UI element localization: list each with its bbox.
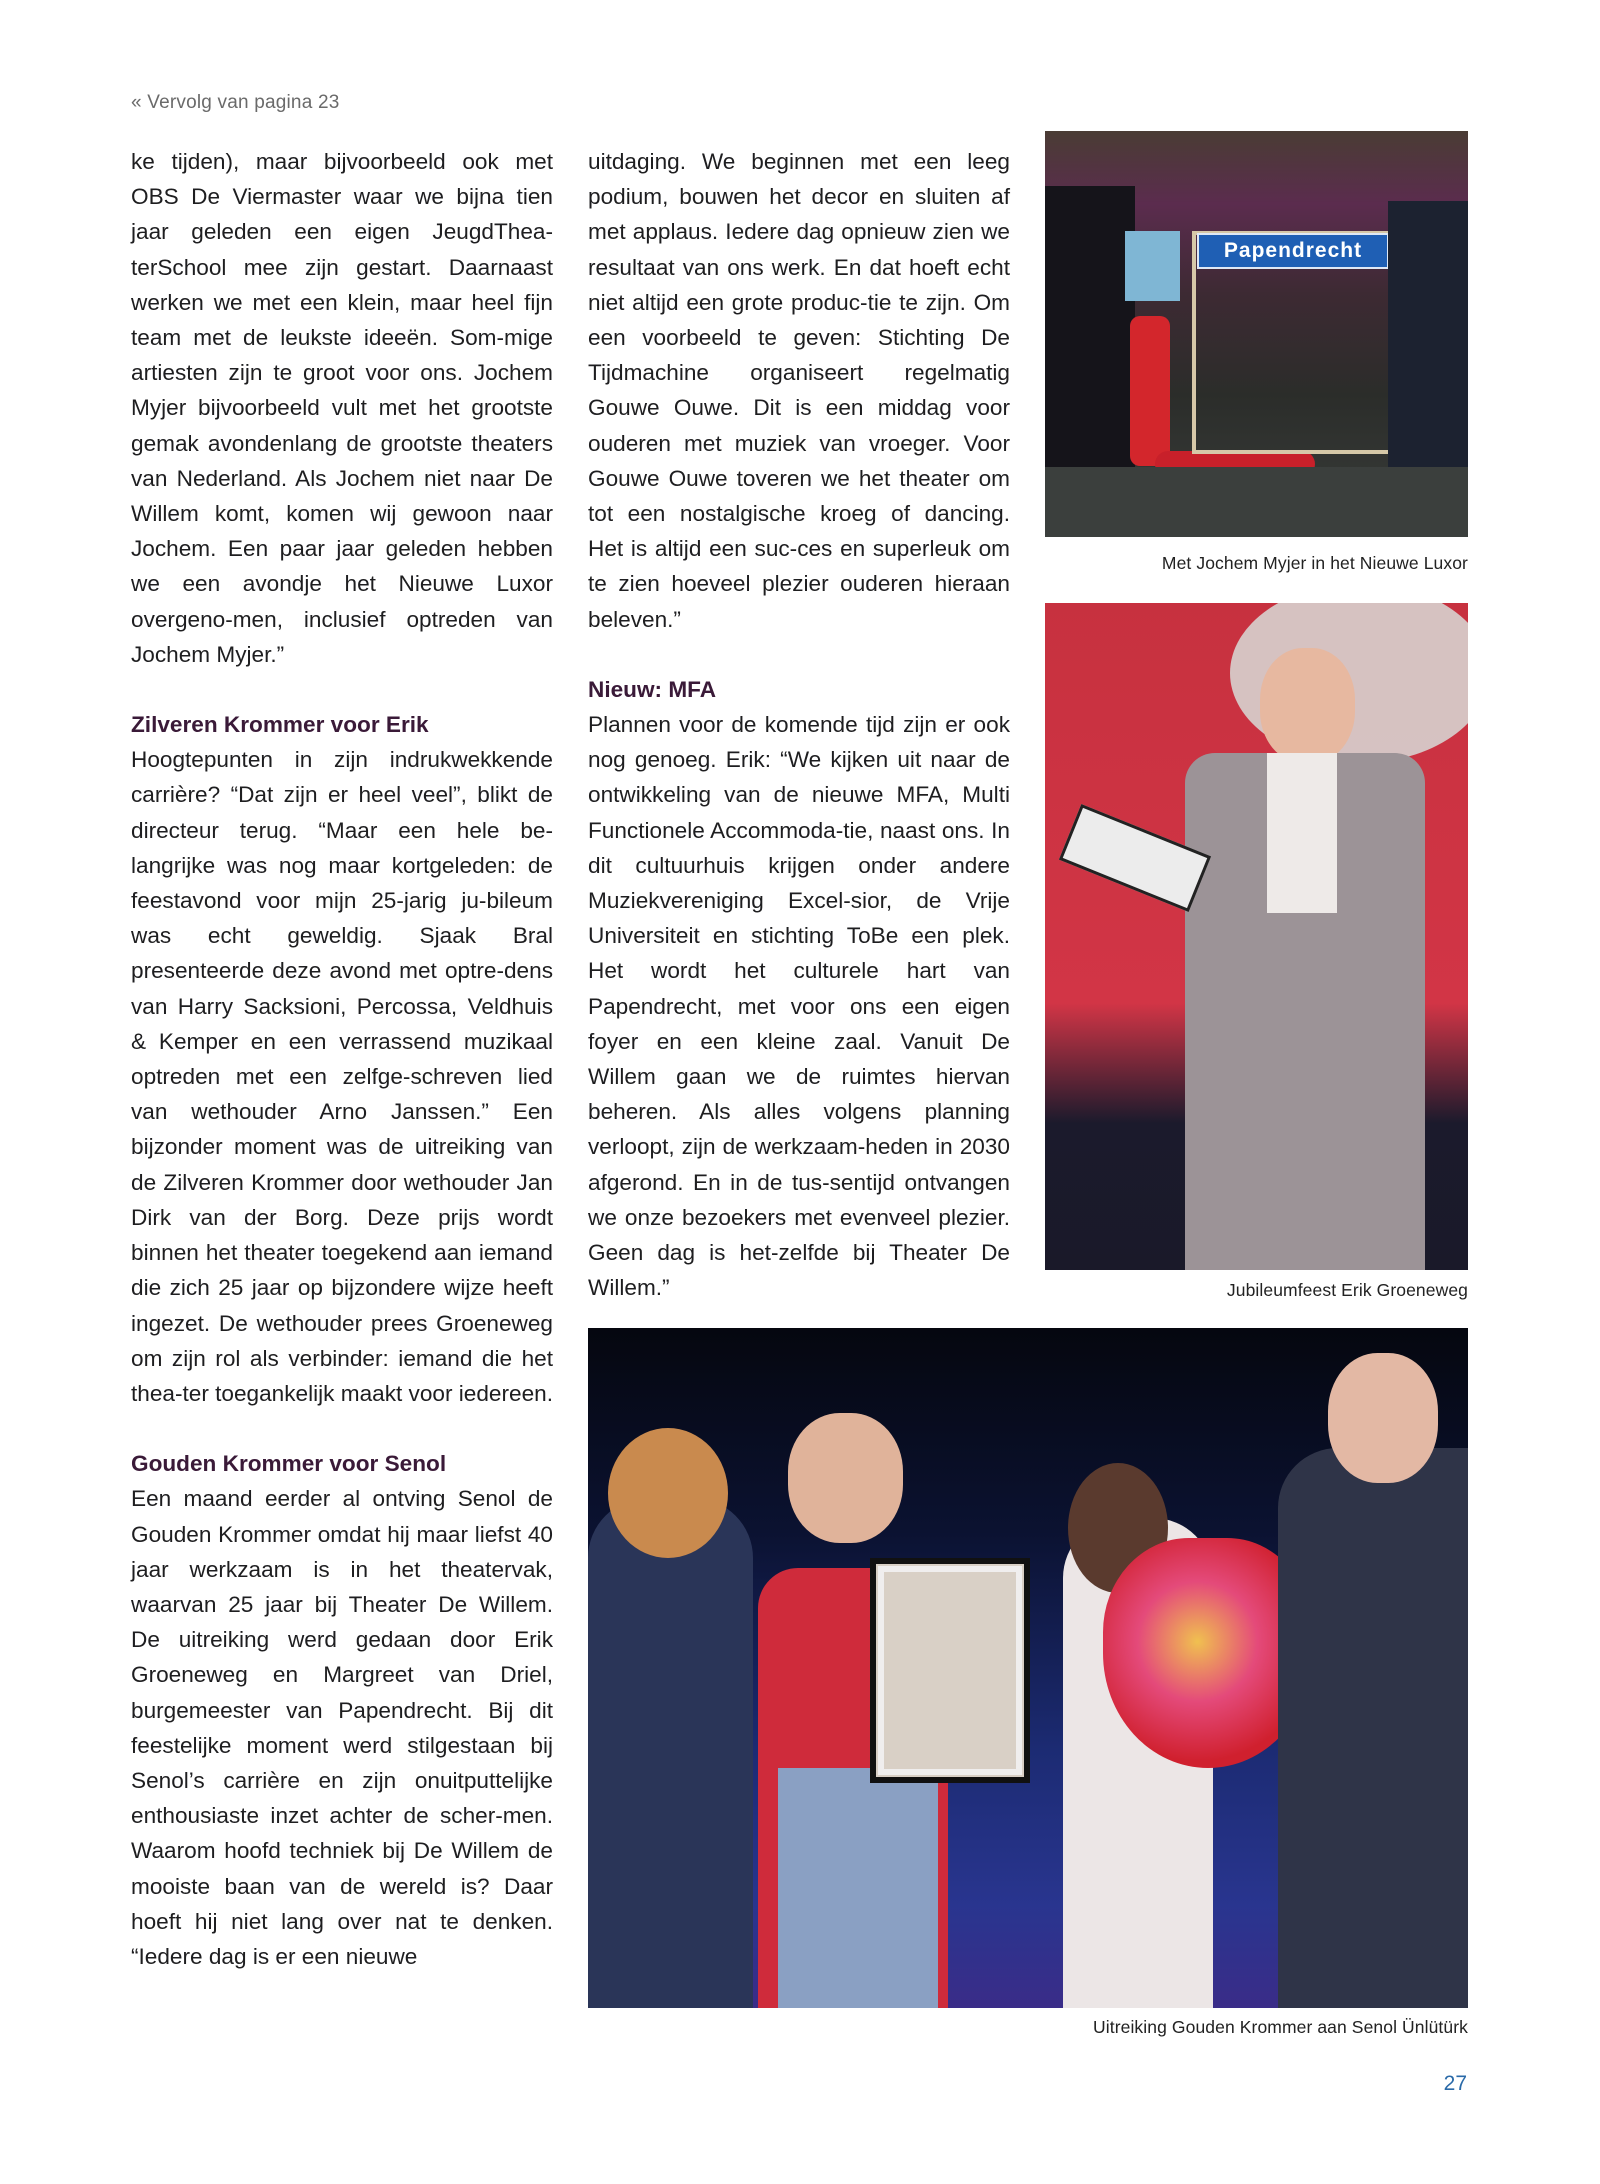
body-paragraph: uitdaging. We beginnen met een leeg podium, bouwen het decor en sluiten af met applaus. Iedere dag opnieuw zien we resultaat van ons werk. En dat hoeft echt niet altijd een grote produc-tie te zijn. Om een voorbeeld te geven: Stichting De Tijdmachine organiseert regelmatig Gouwe Ouwe. Dit is een middag voor ouderen met muziek van vroeger. Voor Gouwe Ouwe toveren we het theater om tot een nostalgische kroeg of dancing. Het is altijd een suc-ces en superleuk om te zien hoeveel plezier ouderen hieraan beleven.” bbox=[588, 149, 1010, 632]
body-paragraph: Een maand eerder al ontving Senol de Gouden Krommer omdat hij maar liefst 40 jaar werkzaam is in het theatervak, waarvan 25 jaar bij Theater De Willem. De uitreiking werd gedaan door Erik Groeneweg en Margreet van Driel, burgemeester van Papendrecht. Bij dit feestelijke moment werd stilgestaan bij Senol’s carrière en zijn onuitputtelijke enthousiaste inzet achter de scher-men. Waarom hoofd techniek bij De Willem de mooiste baan van de wereld is? Daar hoeft hij niet lang over nat te denken. “Iedere dag is er een nieuwe bbox=[131, 1486, 553, 1969]
woman-mayor-hair bbox=[608, 1428, 728, 1558]
article-column-middle bbox=[588, 144, 1010, 1306]
article-column-left bbox=[131, 144, 553, 1974]
papendrecht-sign bbox=[1197, 233, 1389, 269]
man-shirt bbox=[1267, 753, 1337, 913]
floor bbox=[1045, 467, 1468, 537]
man-suit-head bbox=[1328, 1353, 1438, 1483]
photo-jubileum bbox=[1045, 603, 1468, 1270]
man-red-shirt-head bbox=[788, 1413, 903, 1543]
framed-certificate bbox=[870, 1558, 1030, 1783]
woman-mayor-figure bbox=[588, 1498, 753, 2008]
running-head: « Vervolg van pagina 23 bbox=[131, 92, 340, 113]
body-paragraph: Hoogtepunten in zijn indrukwekkende carrière? “Dat zijn er heel veel”, blikt de directeur terug. “Maar een hele be-langrijke was nog maar kortgeleden: de feestavond voor mijn 25-jarig ju-bileum was echt geweldig. Sjaak Bral presenteerde deze avond met optre-dens van Harry Sacksioni, Percossa, Veldhuis & Kemper en een verrassend muzikaal optreden met een zelfge-schreven lied van wethouder Arno Janssen.” Een bijzonder moment was de uitreiking van de Zilveren Krommer door wethouder Jan Dirk van der Borg. Deze prijs wordt binnen het theater toegekend aan iemand die zich 25 jaar op bijzondere wijze heeft ingezet. De wethouder prees Groeneweg om zijn rol als verbinder: iemand die het thea-ter toegankelijk maakt voor iedereen. bbox=[131, 747, 553, 1406]
photo-luxor bbox=[1045, 131, 1468, 537]
body-paragraph: Plannen voor de komende tijd zijn er ook nog genoeg. Erik: “We kijken uit naar de ontwikkeling van de nieuwe MFA, Multi Functionele Accommoda-tie, naast ons. In dit cultuurhuis krijgen onder andere Muziekvereniging Excel-sior, de Vrije Universiteit en stichting ToBe een plek. Het wordt het culturele hart van Papendrecht, met voor ons een eigen foyer en een kleine zaal. Vanuit De Willem gaan we de ruimtes hiervan beheren. Als alles volgens planning verloopt, zijn de werkzaam-heden in 2030 afgerond. En in de tus-sentijd ontvangen we onze bezoekers met evenveel plezier. Geen dag is het-zelfde bij Theater De Willem.” bbox=[588, 712, 1010, 1301]
photo-caption-gouden-krommer: Uitreiking Gouden Krommer aan Senol Ünlütürk bbox=[1093, 2017, 1468, 2037]
section-heading-zilveren-krommer: Zilveren Krommer voor Erik bbox=[131, 712, 429, 738]
photo-caption-jubileum: Jubileumfeest Erik Groeneweg bbox=[1226, 1280, 1468, 1300]
man-jeans bbox=[778, 1768, 938, 2008]
page-number: 27 bbox=[1443, 2072, 1467, 2095]
person-right-figure bbox=[1388, 201, 1468, 491]
red-ribbon bbox=[1130, 316, 1170, 466]
person-shirt-figure bbox=[1125, 231, 1180, 301]
man-suit-figure bbox=[1278, 1448, 1468, 2008]
photo-gouden-krommer bbox=[588, 1328, 1468, 2008]
sign-text: Papendrecht bbox=[1223, 239, 1363, 262]
section-heading-gouden-krommer: Gouden Krommer voor Senol bbox=[131, 1451, 447, 1477]
body-paragraph: ke tijden), maar bijvoorbeeld ook met OBS De Viermaster waar we bijna tien jaar geleden een eigen JeugdThea-terSchool mee zijn gestart. Daarnaast werken we met een klein, maar heel fijn team met de leukste ideeën. Som-mige artiesten zijn te groot voor ons. Jochem Myjer bijvoorbeeld vult met het grootste gemak avondenlang de grootste theaters van Nederland. Als Jochem niet naar De Willem komt, komen wij gewoon naar Jochem. Een paar jaar geleden hebben we een avondje het Nieuwe Luxor overgeno-men, inclusief optreden van Jochem Myjer.” bbox=[131, 149, 553, 667]
section-heading-nieuw-mfa: Nieuw: MFA bbox=[588, 676, 717, 702]
man-head bbox=[1260, 648, 1355, 763]
photo-caption-luxor: Met Jochem Myjer in het Nieuwe Luxor bbox=[1161, 553, 1468, 573]
